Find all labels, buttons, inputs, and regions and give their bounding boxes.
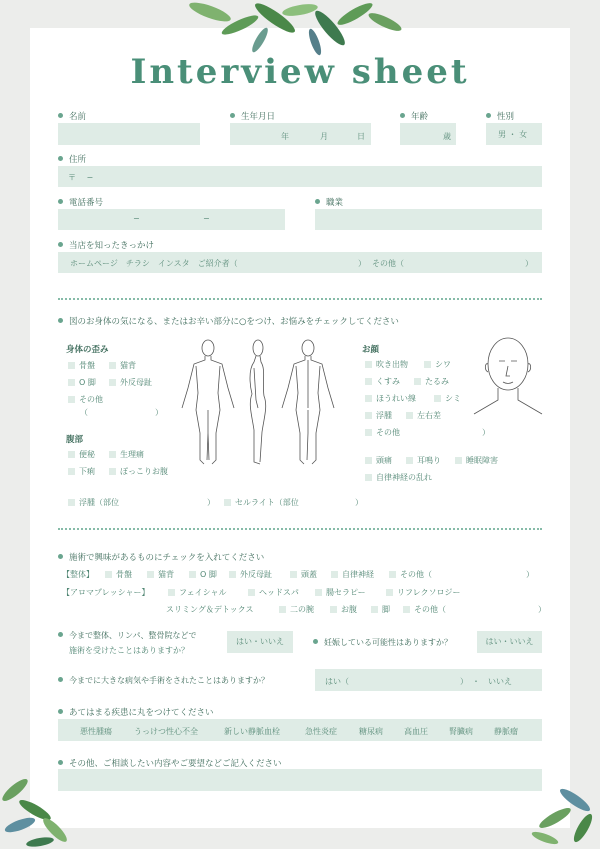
- check-pelvis[interactable]: 骨盤: [68, 360, 95, 371]
- phone-label: 電話番号: [58, 196, 103, 208]
- q1-line2: 施術を受けたことはありますか？: [69, 646, 189, 655]
- q2-question: 妊娠している可能性はありますか？: [313, 635, 452, 650]
- swelling-close: ）: [207, 498, 215, 507]
- birth-year-unit: 年: [281, 132, 289, 141]
- age-unit: 歳: [443, 132, 451, 141]
- q3-yes[interactable]: はい（: [325, 677, 349, 686]
- q1-yes-no[interactable]: はい・いいえ: [227, 631, 293, 653]
- check-t-hallux[interactable]: 外反母趾: [229, 569, 272, 580]
- name-label: 名前: [58, 110, 86, 122]
- check-pimples[interactable]: 吹き出物: [365, 359, 408, 370]
- check-t-hunchback[interactable]: 猫背: [147, 569, 174, 580]
- treatment-question: 施術で興味があるものにチェックを入れてください: [58, 551, 264, 563]
- body-instruction: 図のお身体の気になる、またはお辛い部分に○をつけ、お悩みをチェックしてください: [58, 315, 399, 327]
- check-face-other[interactable]: その他: [365, 427, 400, 438]
- postal-mark: 〒 −: [68, 173, 94, 182]
- check-autonomic[interactable]: 自律神経の乱れ: [365, 472, 432, 483]
- source-other-close: ）: [525, 259, 533, 268]
- q3-question: 今までに大きな病気や手術をされたことはありますか？: [58, 673, 269, 688]
- check-gut-therapy[interactable]: 腸セラピー: [315, 587, 366, 598]
- source-other[interactable]: その他（: [372, 259, 404, 268]
- job-label: 職業: [315, 196, 343, 208]
- gender-label: 性別: [486, 110, 514, 122]
- leaf-decoration-top-icon: [180, 0, 410, 60]
- slimming-item[interactable]: スリミング＆デトックス: [166, 605, 254, 614]
- check-reflexology[interactable]: リフレクソロジー: [386, 587, 461, 598]
- check-wrinkles[interactable]: シワ: [424, 359, 451, 370]
- check-distortion-other[interactable]: その他: [68, 394, 103, 405]
- check-hallux[interactable]: 外反母趾: [109, 377, 152, 388]
- gender-options[interactable]: 男 ・ 女: [498, 130, 528, 139]
- check-aroma-other[interactable]: その他（: [403, 604, 446, 615]
- check-asymmetry[interactable]: 左右差: [406, 410, 441, 421]
- distortion-paren-open: （: [80, 408, 88, 417]
- birth-label: 生年月日: [230, 110, 275, 122]
- source-options[interactable]: ホームページ チラシ インスタ ご紹介者（: [70, 259, 238, 268]
- q3-close-no[interactable]: ） ・ いいえ: [460, 677, 512, 686]
- check-belly-t[interactable]: お腹: [330, 604, 357, 615]
- check-cellulite-area[interactable]: セルライト（部位: [224, 497, 299, 508]
- disease-diabetes[interactable]: 糖尿病: [359, 727, 383, 736]
- seitai-other-close: ）: [526, 570, 534, 579]
- birth-field[interactable]: [230, 123, 371, 145]
- source-label: 当店を知ったきっかけ: [58, 239, 154, 251]
- check-diarrhea[interactable]: 下痢: [68, 466, 95, 477]
- check-t-autonomic[interactable]: 自律神経: [331, 569, 374, 580]
- seitai-label: 【整体】: [62, 570, 94, 579]
- birth-month-unit: 月: [320, 132, 328, 141]
- disease-hypertension[interactable]: 高血圧: [404, 727, 428, 736]
- address-field[interactable]: [58, 166, 542, 187]
- page-title: Interview sheet: [130, 52, 470, 92]
- check-leg[interactable]: 脚: [371, 604, 390, 615]
- face-other-close: ）: [482, 428, 490, 437]
- address-label: 住所: [58, 153, 86, 165]
- abdomen-title: 腹部: [66, 435, 84, 445]
- cellulite-close: ）: [355, 498, 363, 507]
- face-title: お顔: [362, 345, 380, 355]
- check-o-leg[interactable]: O 脚: [68, 377, 96, 388]
- check-sleep-disorder[interactable]: 睡眠障害: [455, 455, 498, 466]
- phone-field[interactable]: [58, 209, 285, 230]
- check-menstrual-pain[interactable]: 生理痛: [109, 449, 144, 460]
- age-label: 年齢: [400, 110, 428, 122]
- q4-question: あてはまる疾患に丸をつけてください: [58, 706, 214, 718]
- aroma-other-close: ）: [538, 605, 546, 614]
- distortion-paren-close: ）: [155, 408, 163, 417]
- check-sagging[interactable]: たるみ: [414, 376, 449, 387]
- distortion-title: 身体の歪み: [66, 345, 109, 355]
- body-figures-icon[interactable]: [176, 338, 341, 470]
- disease-heart-failure[interactable]: うっけつ性心不全: [134, 727, 198, 736]
- check-t-o-leg[interactable]: O 脚: [189, 569, 217, 580]
- name-field[interactable]: [58, 123, 200, 145]
- q2-yes-no[interactable]: はい・いいえ: [477, 631, 542, 653]
- check-dullness[interactable]: くすみ: [365, 376, 400, 387]
- check-spots[interactable]: シミ: [434, 393, 461, 404]
- section-divider-1: [58, 298, 542, 300]
- comments-field[interactable]: [58, 769, 542, 791]
- disease-thrombosis[interactable]: 新しい静脈血栓: [224, 727, 280, 736]
- check-t-other[interactable]: その他（: [389, 569, 432, 580]
- disease-malignant[interactable]: 悪性腫瘍: [80, 727, 112, 736]
- check-upper-arm[interactable]: 二の腕: [279, 604, 314, 615]
- check-hunchback[interactable]: 猫背: [109, 360, 136, 371]
- check-t-skull[interactable]: 頭蓋: [290, 569, 317, 580]
- check-tinnitus[interactable]: 耳鳴り: [406, 455, 441, 466]
- check-nasolabial[interactable]: ほうれい線: [365, 393, 416, 404]
- check-t-pelvis[interactable]: 骨盤: [105, 569, 132, 580]
- phone-dash-2: −: [203, 214, 210, 223]
- section-divider-2: [58, 528, 542, 530]
- check-headache[interactable]: 頭痛: [365, 455, 392, 466]
- q1-line1: 今まで整体、リンパ、整骨院などで: [58, 628, 196, 643]
- q5-question: その他、ご相談したい内容やご要望などご記入ください: [58, 757, 282, 769]
- job-field[interactable]: [315, 209, 542, 230]
- check-swelling-area[interactable]: 浮腫（部位: [68, 497, 119, 508]
- check-belly[interactable]: ぽっこりお腹: [109, 466, 168, 477]
- check-facial[interactable]: フェイシャル: [168, 587, 226, 598]
- check-head-spa[interactable]: ヘッドスパ: [248, 587, 299, 598]
- disease-varicose[interactable]: 静脈瘤: [494, 727, 518, 736]
- aroma-label: 【アロマプレッシャー】: [62, 588, 150, 597]
- check-face-swelling[interactable]: 浮腫: [365, 410, 392, 421]
- disease-inflammation[interactable]: 急性炎症: [305, 727, 337, 736]
- phone-dash-1: −: [133, 214, 140, 223]
- disease-kidney[interactable]: 腎臓病: [449, 727, 473, 736]
- birth-day-unit: 日: [357, 132, 365, 141]
- face-illustration-icon[interactable]: [470, 334, 546, 418]
- source-close: ）: [358, 259, 366, 268]
- check-constipation[interactable]: 便秘: [68, 449, 95, 460]
